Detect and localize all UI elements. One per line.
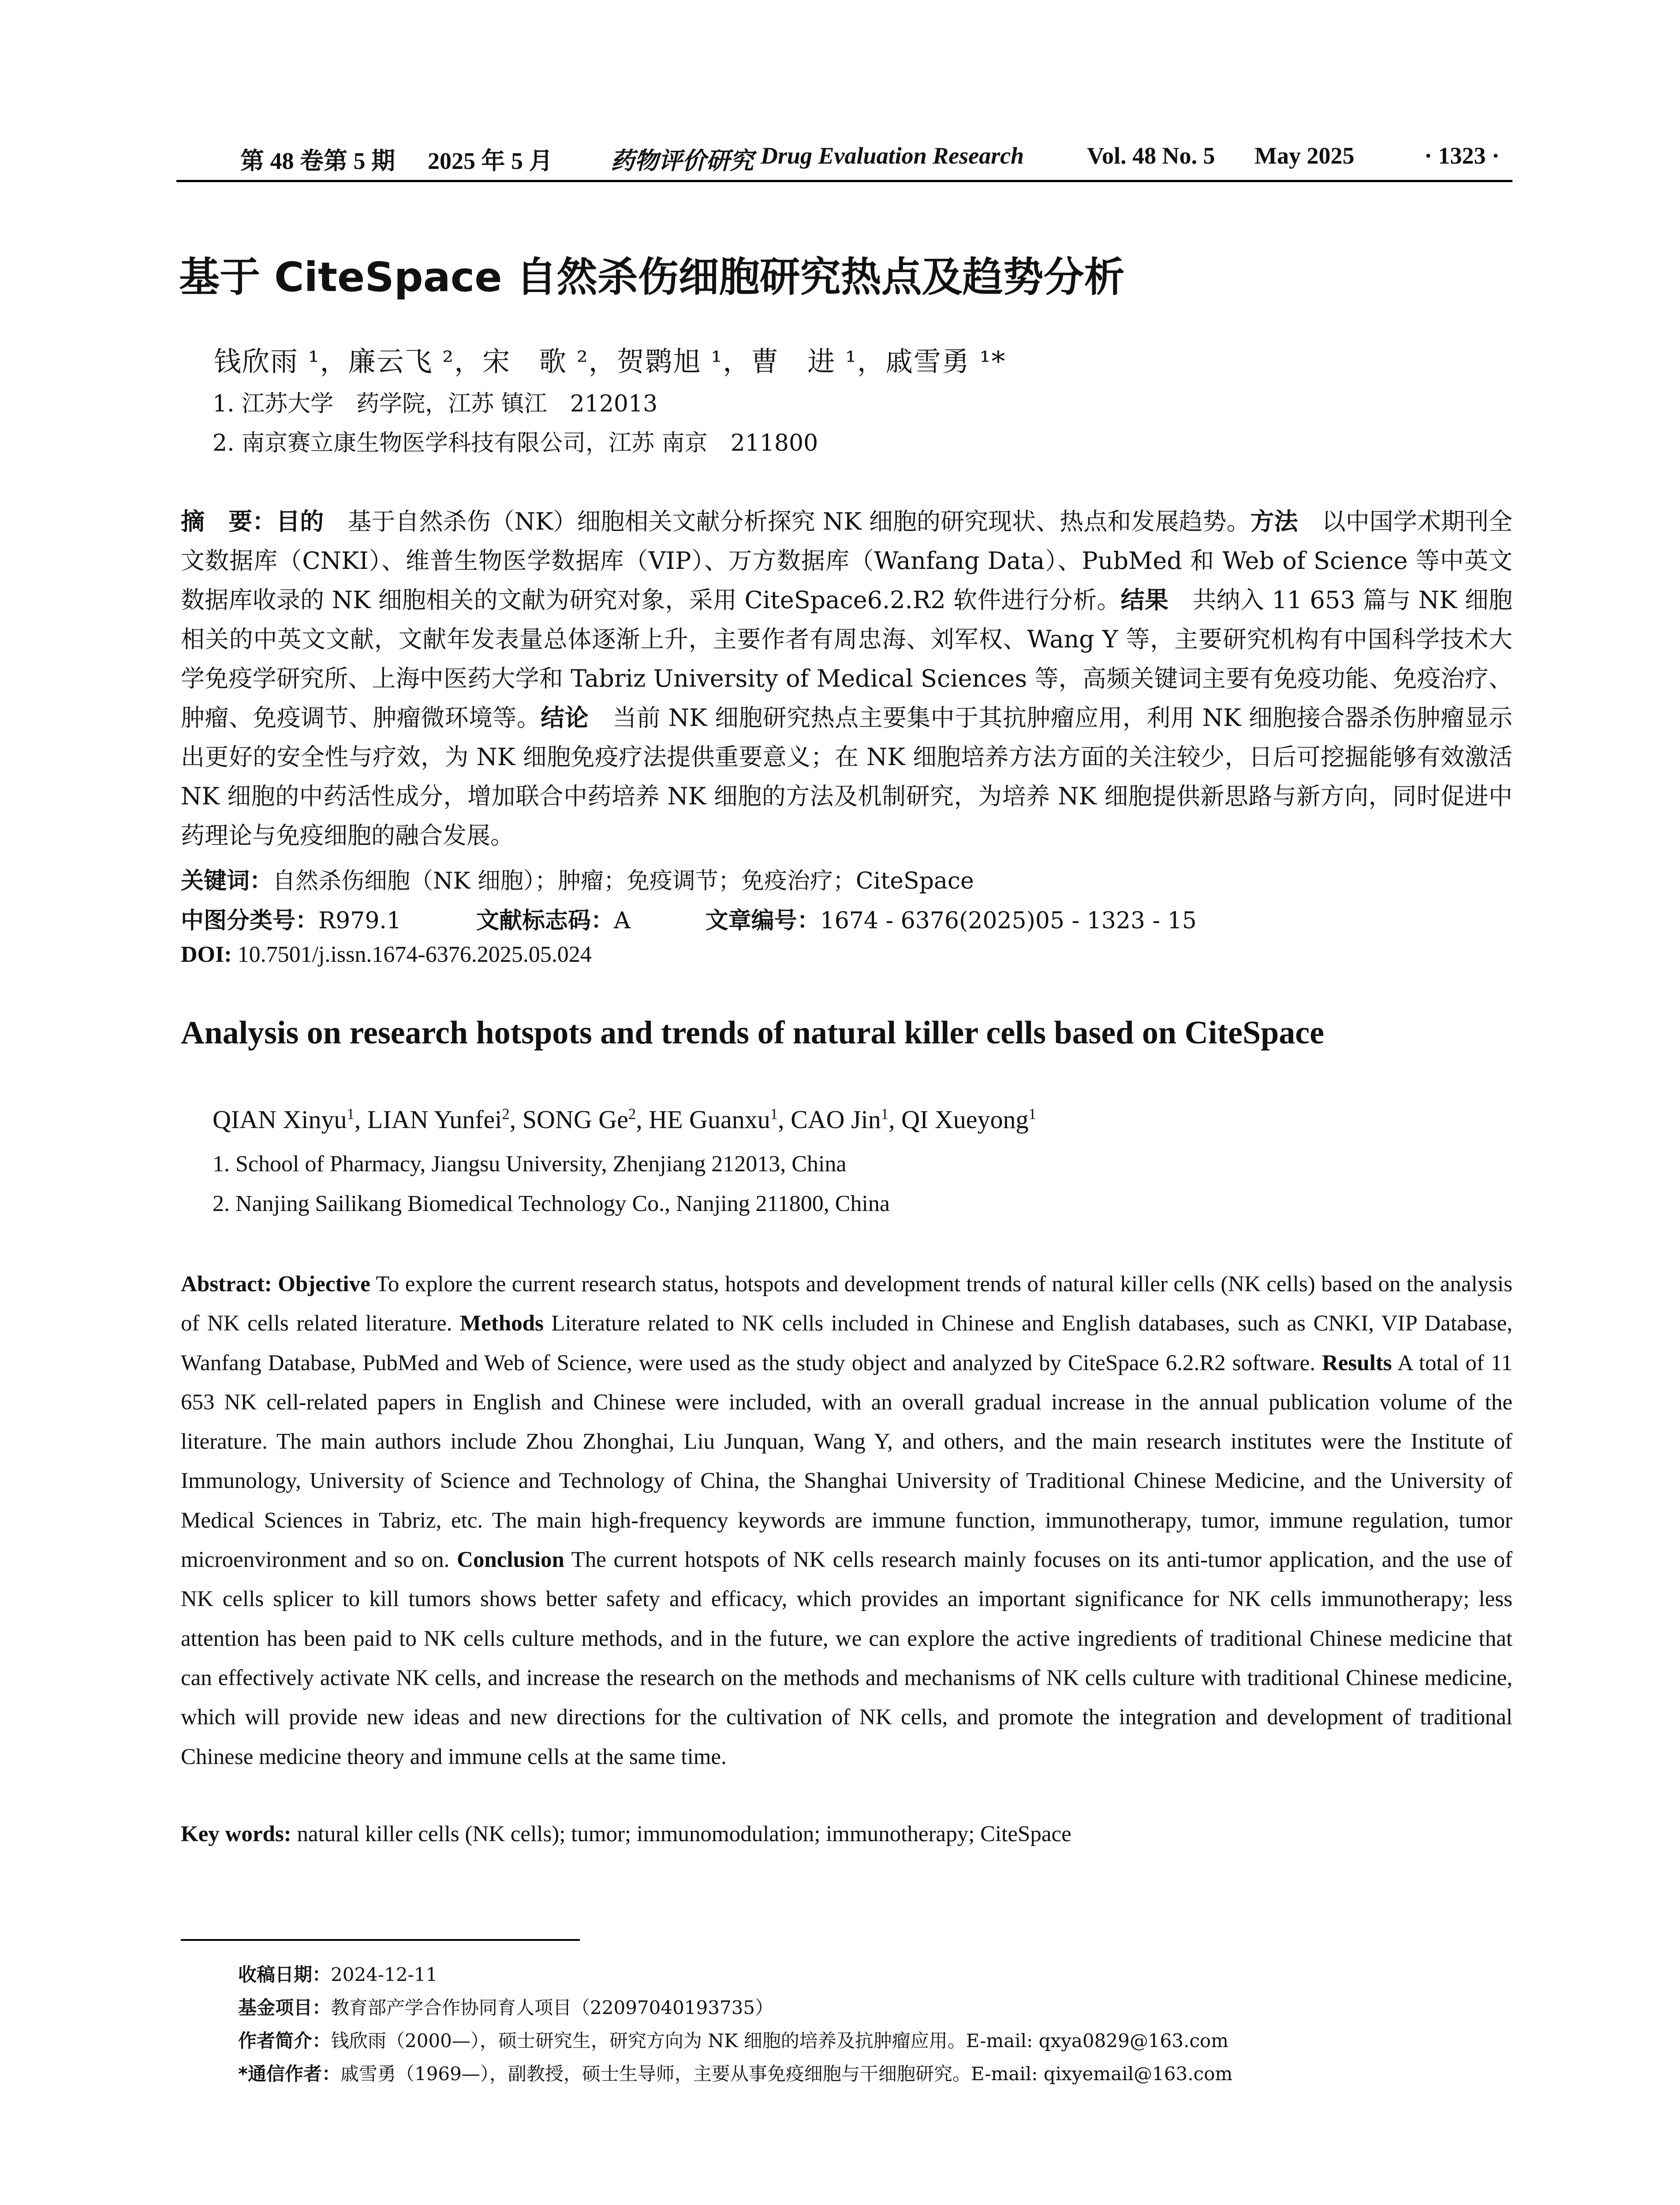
conclusion-cn: 当前 NK 细胞研究热点主要集中于其抗肿瘤应用，利用 NK 细胞接合器杀伤肿瘤显示出更好的安全性与疗效，为 NK 细胞免疫疗法提供重要意义；在 NK 细胞培养方法方面的关注较少，日后可挖掘能够有效激活 NK 细胞的中药活性成分，增加联合中药培养 NK 细胞的方法及机制研究，为培养 NK 细胞提供新思路与新方向，同时促进中药理论与免疫细胞的融合发展。 bbox=[181, 704, 1513, 849]
doi-value: 10.7501/j.issn.1674-6376.2025.05.024 bbox=[237, 942, 592, 967]
conclusion-en: The current hotspots of NK cells research mainly focuses on its anti-tumor application, and the use of NK cells splicer to kill tumors shows better safety and efficacy, which provides an important significance for NK cells immunotherapy; less attention has been paid to NK cells culture methods, and in the future, we can explore the active ingredients of traditional Chinese medicine that can effectively activate NK cells, and increase the research on the methods and mechanisms of NK cells culture with traditional Chinese medicine, which will provide new ideas and new directions for the cultivation of NK cells, and promote the integration and development of traditional Chinese medicine theory and immune cells at the same time. bbox=[181, 1547, 1512, 1769]
clc-value: R979.1 bbox=[318, 908, 402, 934]
title-cn: 基于 CiteSpace 自然杀伤细胞研究热点及趋势分析 bbox=[179, 254, 1125, 301]
methods-label-cn: 方法 bbox=[1250, 508, 1298, 535]
conclusion-label-en: Conclusion bbox=[457, 1547, 564, 1573]
affiliation-cn-2: 2. 南京赛立康生物医学科技有限公司，江苏 南京 211800 bbox=[213, 430, 818, 456]
methods-en: Literature related to NK cells included in Chinese and English databases, such as CNKI, VIP Database, Wanfang Database, PubMed and Web of Science, were used as the study object and analyzed by CiteSpace 6.2.R2 software. bbox=[181, 1311, 1512, 1375]
footnote-fund: 基金项目：教育部产学合作协同育人项目（22097040193735） bbox=[238, 1997, 774, 2018]
date-en: May 2025 bbox=[1254, 142, 1355, 169]
keywords-cn-label: 关键词： bbox=[181, 868, 273, 894]
affiliation-en-2: 2. Nanjing Sailikang Biomedical Technology Co., Nanjing 211800, China bbox=[213, 1191, 890, 1216]
doc-code-label: 文献标志码： bbox=[476, 908, 614, 934]
author-en-2: LIAN Yunfei bbox=[367, 1105, 502, 1134]
objective-en: To explore the current research status, hotspots and development trends of natural killer cells (NK cells) based on the analysis of NK cells related literature. bbox=[181, 1272, 1513, 1336]
keywords-en bbox=[181, 1821, 1071, 1847]
author-en-6: QI Xueyong bbox=[901, 1105, 1029, 1134]
keywords-cn bbox=[181, 862, 974, 895]
results-en: A total of 11 653 NK cell-related papers in English and Chinese were included, with an overall gradual increase in the annual publication volume of the literature. The main authors include Zhou Zhonghai, Liu Junquan, Wang Y, and others, and the main research institutes were the Institute of Immunology, University of Science and Technology of China, the Shanghai University of Traditional Chinese Medicine, and the University of Medical Sciences in Tabriz, etc. The main high-frequency keywords are immune function, immunotherapy, tumor, immune regulation, tumor microenvironment and so on. bbox=[181, 1350, 1512, 1573]
footnote-author-bio: 作者简介：钱欣雨（2000—），硕士研究生，研究方向为 NK 细胞的培养及抗肿瘤应用。E-mail: qxya0829@163.com bbox=[238, 2030, 1228, 2052]
author-en-5: CAO Jin bbox=[791, 1105, 881, 1134]
author-en-1: QIAN Xinyu bbox=[213, 1105, 347, 1134]
affiliation-cn-1: 1. 江苏大学 药学院，江苏 镇江 212013 bbox=[213, 391, 658, 417]
doi-label: DOI: bbox=[181, 942, 232, 967]
footnote-rule bbox=[181, 1939, 580, 1941]
clc-label: 中图分类号： bbox=[181, 908, 319, 934]
doc-code-value: A bbox=[614, 908, 631, 934]
affiliation-en-1: 1. School of Pharmacy, Jiangsu University, Zhenjiang 212013, China bbox=[213, 1151, 847, 1177]
keywords-en-value: natural killer cells (NK cells); tumor; immunomodulation; immunotherapy; CiteSpace bbox=[291, 1822, 1071, 1846]
running-header bbox=[176, 132, 1512, 182]
title-en: Analysis on research hotspots and trends of natural killer cells based on CiteSpace bbox=[181, 1015, 1324, 1051]
page-number: · 1323 · bbox=[1424, 142, 1500, 169]
classification-line bbox=[181, 902, 1197, 935]
results-cn: 共纳入 11 653 篇与 NK 细胞相关的中英文文献，文献年发表量总体逐渐上升，主要作者有周忠海、刘军权、Wang Y 等，主要研究机构有中国科学技术大学免疫学研究所、上海中医药大学和 Tabriz University of Medical Sciences 等，高频关键词主要有免疫功能、免疫治疗、肿瘤、免疫调节、肿瘤微环境等。 bbox=[181, 586, 1513, 732]
footnote-corresponding: *通信作者：戚雪勇（1969—），副教授，硕士生导师，主要从事免疫细胞与干细胞研究。E-mail: qixyemail@163.com bbox=[238, 2063, 1233, 2085]
abstract-cn-lead: 摘 要： bbox=[181, 508, 276, 535]
article-no-value: 1674 - 6376(2025)05 - 1323 - 15 bbox=[820, 908, 1197, 934]
date-cn: 2025 年 5 月 bbox=[428, 148, 553, 174]
keywords-cn-value: 自然杀伤细胞（NK 细胞）；肿瘤；免疫调节；免疫治疗；CiteSpace bbox=[273, 868, 974, 894]
author-en-4: HE Guanxu bbox=[649, 1105, 770, 1134]
results-label-en: Results bbox=[1322, 1350, 1392, 1375]
objective-label-cn: 目的 bbox=[276, 508, 324, 535]
abstract-en bbox=[181, 1265, 1512, 1777]
abstract-cn bbox=[181, 502, 1512, 855]
footnote-received: 收稿日期：2024-12-11 bbox=[238, 1964, 438, 1985]
results-label-cn: 结果 bbox=[1120, 586, 1169, 614]
article-no-label: 文章编号： bbox=[705, 908, 820, 934]
authors-en: QIAN Xinyu$^1$, LIAN Yunfei$^2$, SONG Ge$^2$, HE Guanxu$^1$, CAO Jin$^1$, QI Xueyong$^1$ bbox=[213, 1105, 1036, 1134]
volume-en: Vol. 48 No. 5 bbox=[1087, 142, 1215, 169]
doi-line bbox=[181, 942, 592, 968]
objective-cn: 基于自然杀伤（NK）细胞相关文献分析探究 NK 细胞的研究现状、热点和发展趋势。 bbox=[324, 508, 1251, 535]
abstract-en-lead: Abstract: Objective bbox=[181, 1272, 370, 1297]
author-en-3: SONG Ge bbox=[522, 1105, 628, 1134]
journal-name-en: Drug Evaluation Research bbox=[761, 142, 1024, 169]
keywords-en-label: Key words: bbox=[181, 1822, 291, 1846]
methods-cn: 以中国学术期刊全文数据库（CNKI）、维普生物医学数据库（VIP）、万方数据库（Wanfang Data）、PubMed 和 Web of Science 等中英文数据库收录的 NK 细胞相关的文献为研究对象，采用 CiteSpace6.2.R2 软件进行分析。 bbox=[181, 508, 1513, 614]
conclusion-label-cn: 结论 bbox=[541, 704, 589, 732]
authors-cn: 钱欣雨 ¹，廉云飞 ²，宋 歌 ²，贺鹮旭 ¹，曹 进 ¹，戚雪勇 ¹* bbox=[214, 345, 1006, 377]
issue-cn: 第 48 卷第 5 期 bbox=[240, 148, 395, 174]
journal-logo: 药物评价研究 bbox=[611, 146, 754, 175]
methods-label-en: Methods bbox=[459, 1311, 544, 1336]
